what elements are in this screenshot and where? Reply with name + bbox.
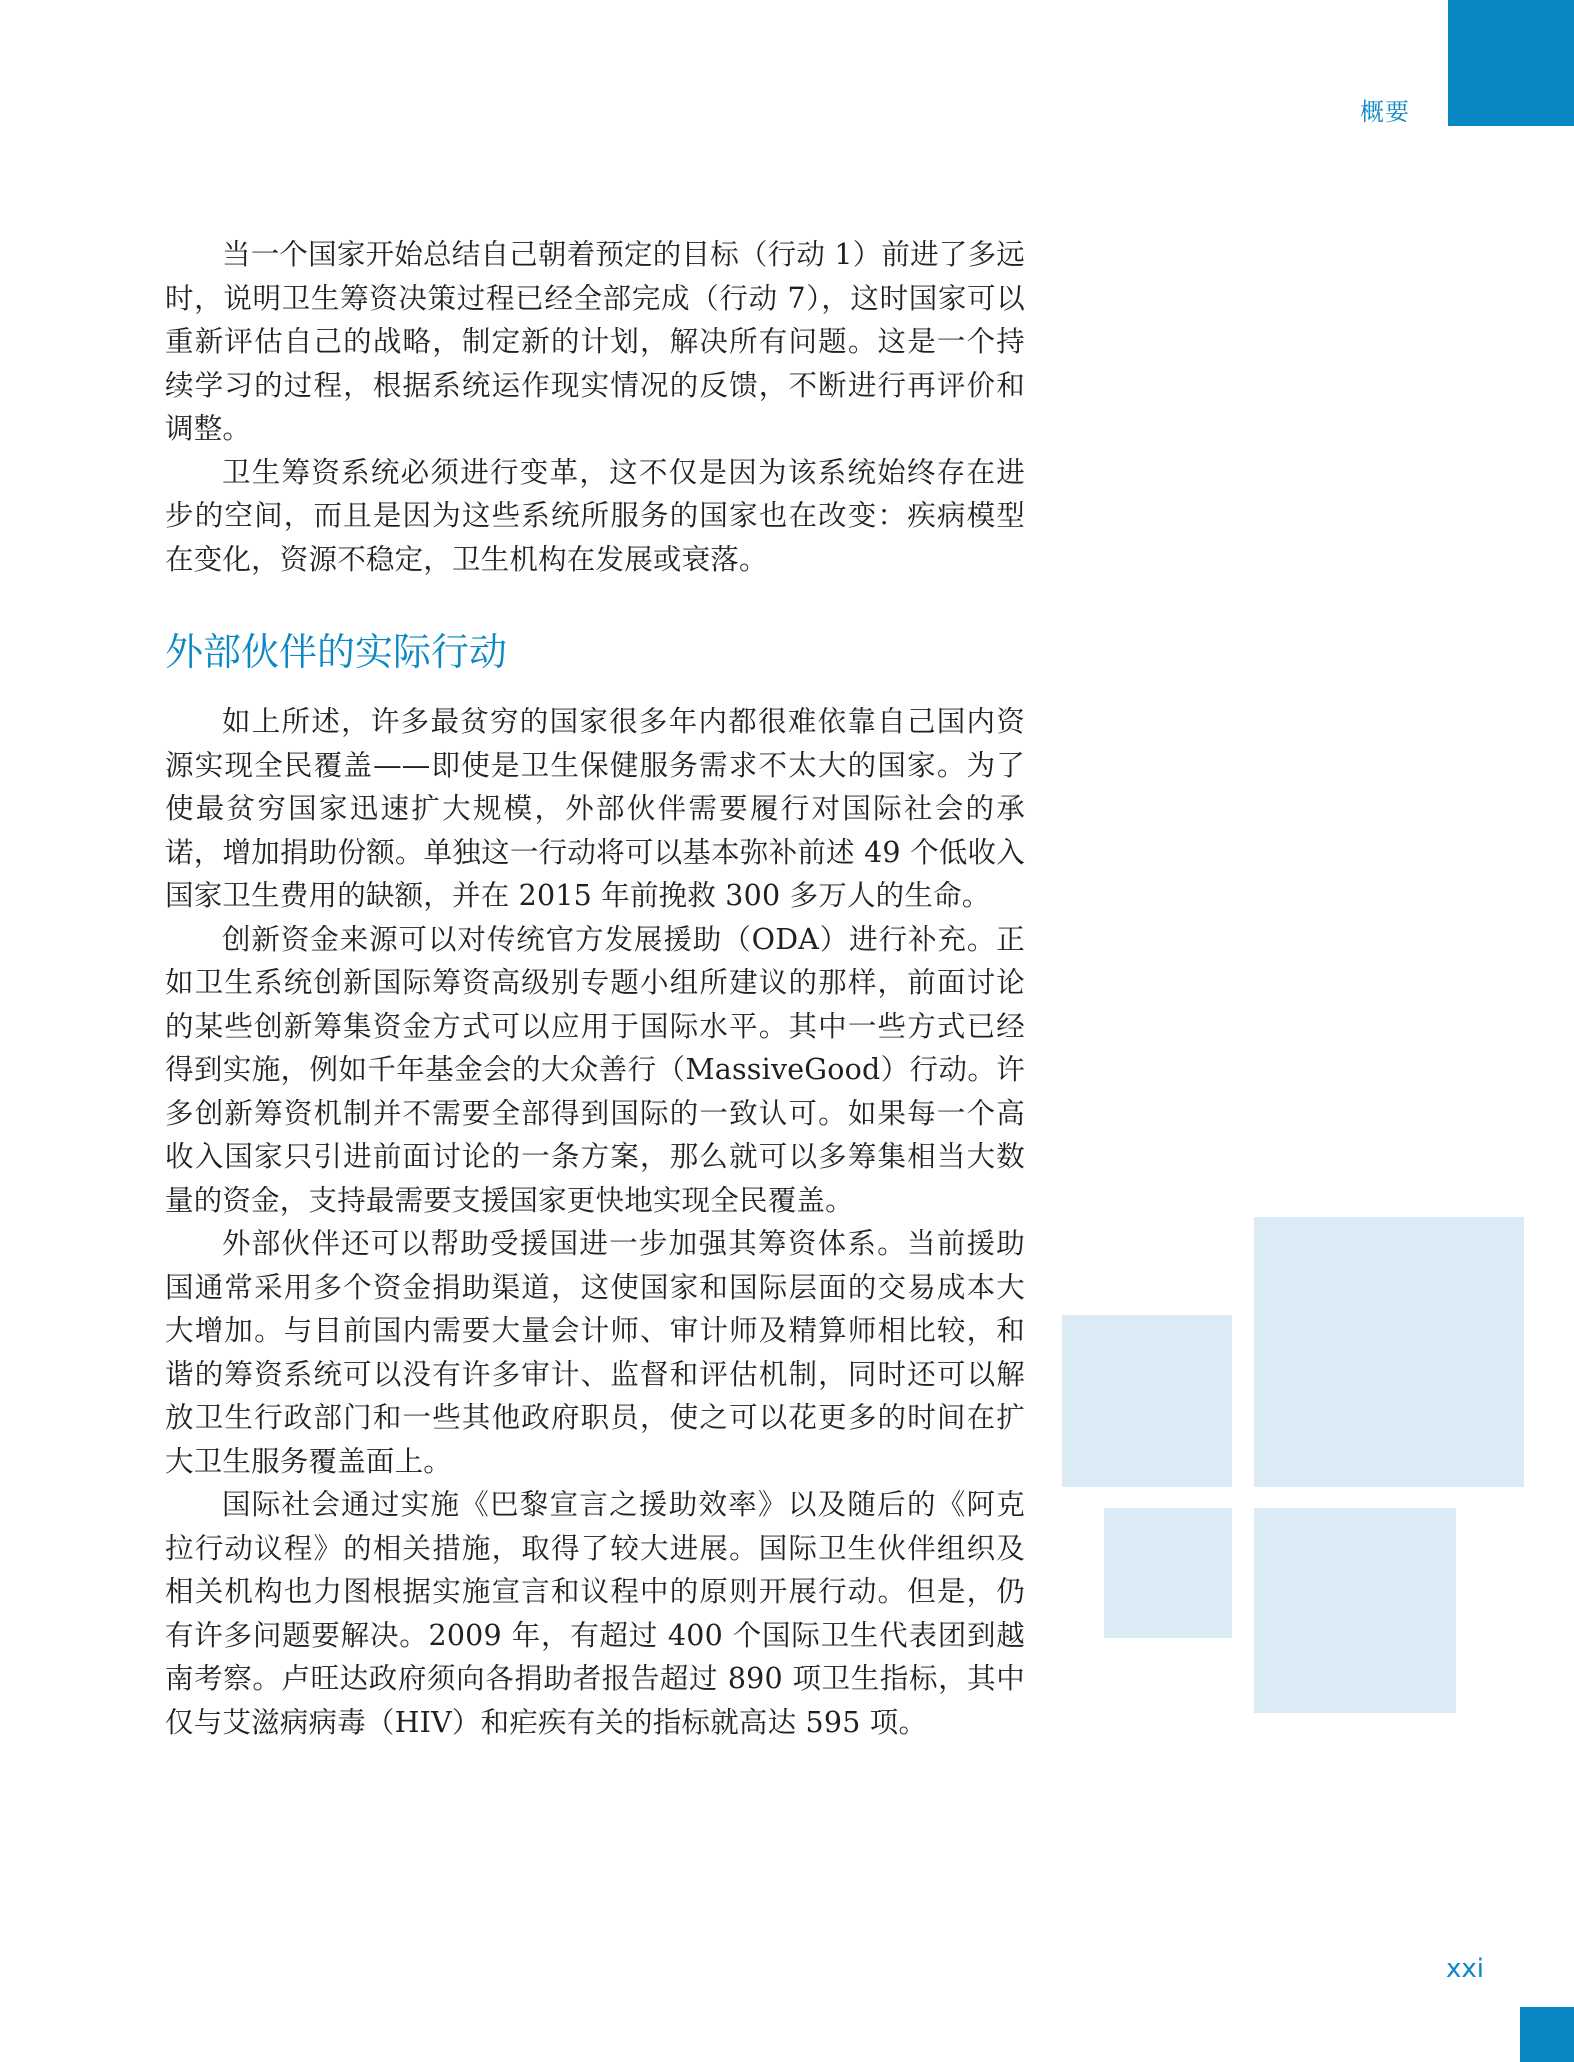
body-paragraph: 创新资金来源可以对传统官方发展援助（ODA）进行补充。正如卫生系统创新国际筹资高级别专题小组所建议的那样，前面讨论的某些创新筹集资金方式可以应用于国际水平。其中一些方式已经得到实施，例如千年基金会的大众善行（MassiveGood）行动。许多创新筹资机制并不需要全部得到国际的一致认可。如果每一个高收入国家只引进前面讨论的一条方案，那么就可以多筹集相当大数量的资金，支持最需要支援国家更快地实现全民覆盖。 bbox=[165, 922, 1025, 1217]
decorative-square-large bbox=[1254, 1217, 1524, 1487]
body-paragraph: 当一个国家开始总结自己朝着预定的目标（行动 1）前进了多远时，说明卫生筹资决策过程已经全部完成（行动 7），这时国家可以重新评估自己的战略，制定新的计划，解决所有问题。这是一个持续学习的过程，根据系统运作现实情况的反馈，不断进行再评价和调整。 bbox=[165, 238, 1025, 445]
body-paragraph: 外部伙伴还可以帮助受援国进一步加强其筹资体系。当前援助国通常采用多个资金捐助渠道，这使国家和国际层面的交易成本大大增加。与目前国内需要大量会计师、审计师及精算师相比较，和谐的筹资系统可以没有许多审计、监督和评估机制，同时还可以解放卫生行政部门和一些其他政府职员，使之可以花更多的时间在扩大卫生服务覆盖面上。 bbox=[165, 1227, 1025, 1478]
decorative-square-bottom bbox=[1254, 1508, 1456, 1713]
corner-color-block-top bbox=[1448, 0, 1574, 126]
decorative-square-small bbox=[1104, 1508, 1232, 1638]
body-paragraph: 国际社会通过实施《巴黎宣言之援助效率》以及随后的《阿克拉行动议程》的相关措施，取得了较大进展。国际卫生伙伴组织及相关机构也力图根据实施宣言和议程中的原则开展行动。但是，仍有许多问题要解决。2009 年，有超过 400 个国际卫生代表团到越南考察。卢旺达政府须向各捐助者报告超过 890 项卫生指标，其中仅与艾滋病病毒（HIV）和疟疾有关的指标就高达 595 项。 bbox=[165, 1488, 1025, 1739]
body-paragraph: 如上所述，许多最贫穷的国家很多年内都很难依靠自己国内资源实现全民覆盖——即使是卫生保健服务需求不太大的国家。为了使最贫穷国家迅速扩大规模，外部伙伴需要履行对国际社会的承诺，增加捐助份额。单独这一行动将可以基本弥补前述 49 个低收入国家卫生费用的缺额，并在 2015 年前挽救 300 多万人的生命。 bbox=[165, 705, 1025, 912]
corner-color-block-bottom bbox=[1520, 2007, 1574, 2062]
body-paragraph: 卫生筹资系统必须进行变革，这不仅是因为该系统始终存在进步的空间，而且是因为这些系统所服务的国家也在改变：疾病模型在变化，资源不稳定，卫生机构在发展或衰落。 bbox=[165, 455, 1025, 576]
section-heading: 外部伙伴的实际行动 bbox=[165, 630, 508, 674]
page-number: xxi bbox=[1446, 1954, 1484, 1984]
main-text-column bbox=[165, 233, 1025, 1744]
decorative-square-left bbox=[1062, 1315, 1232, 1487]
running-head: 概要 bbox=[1360, 98, 1410, 126]
